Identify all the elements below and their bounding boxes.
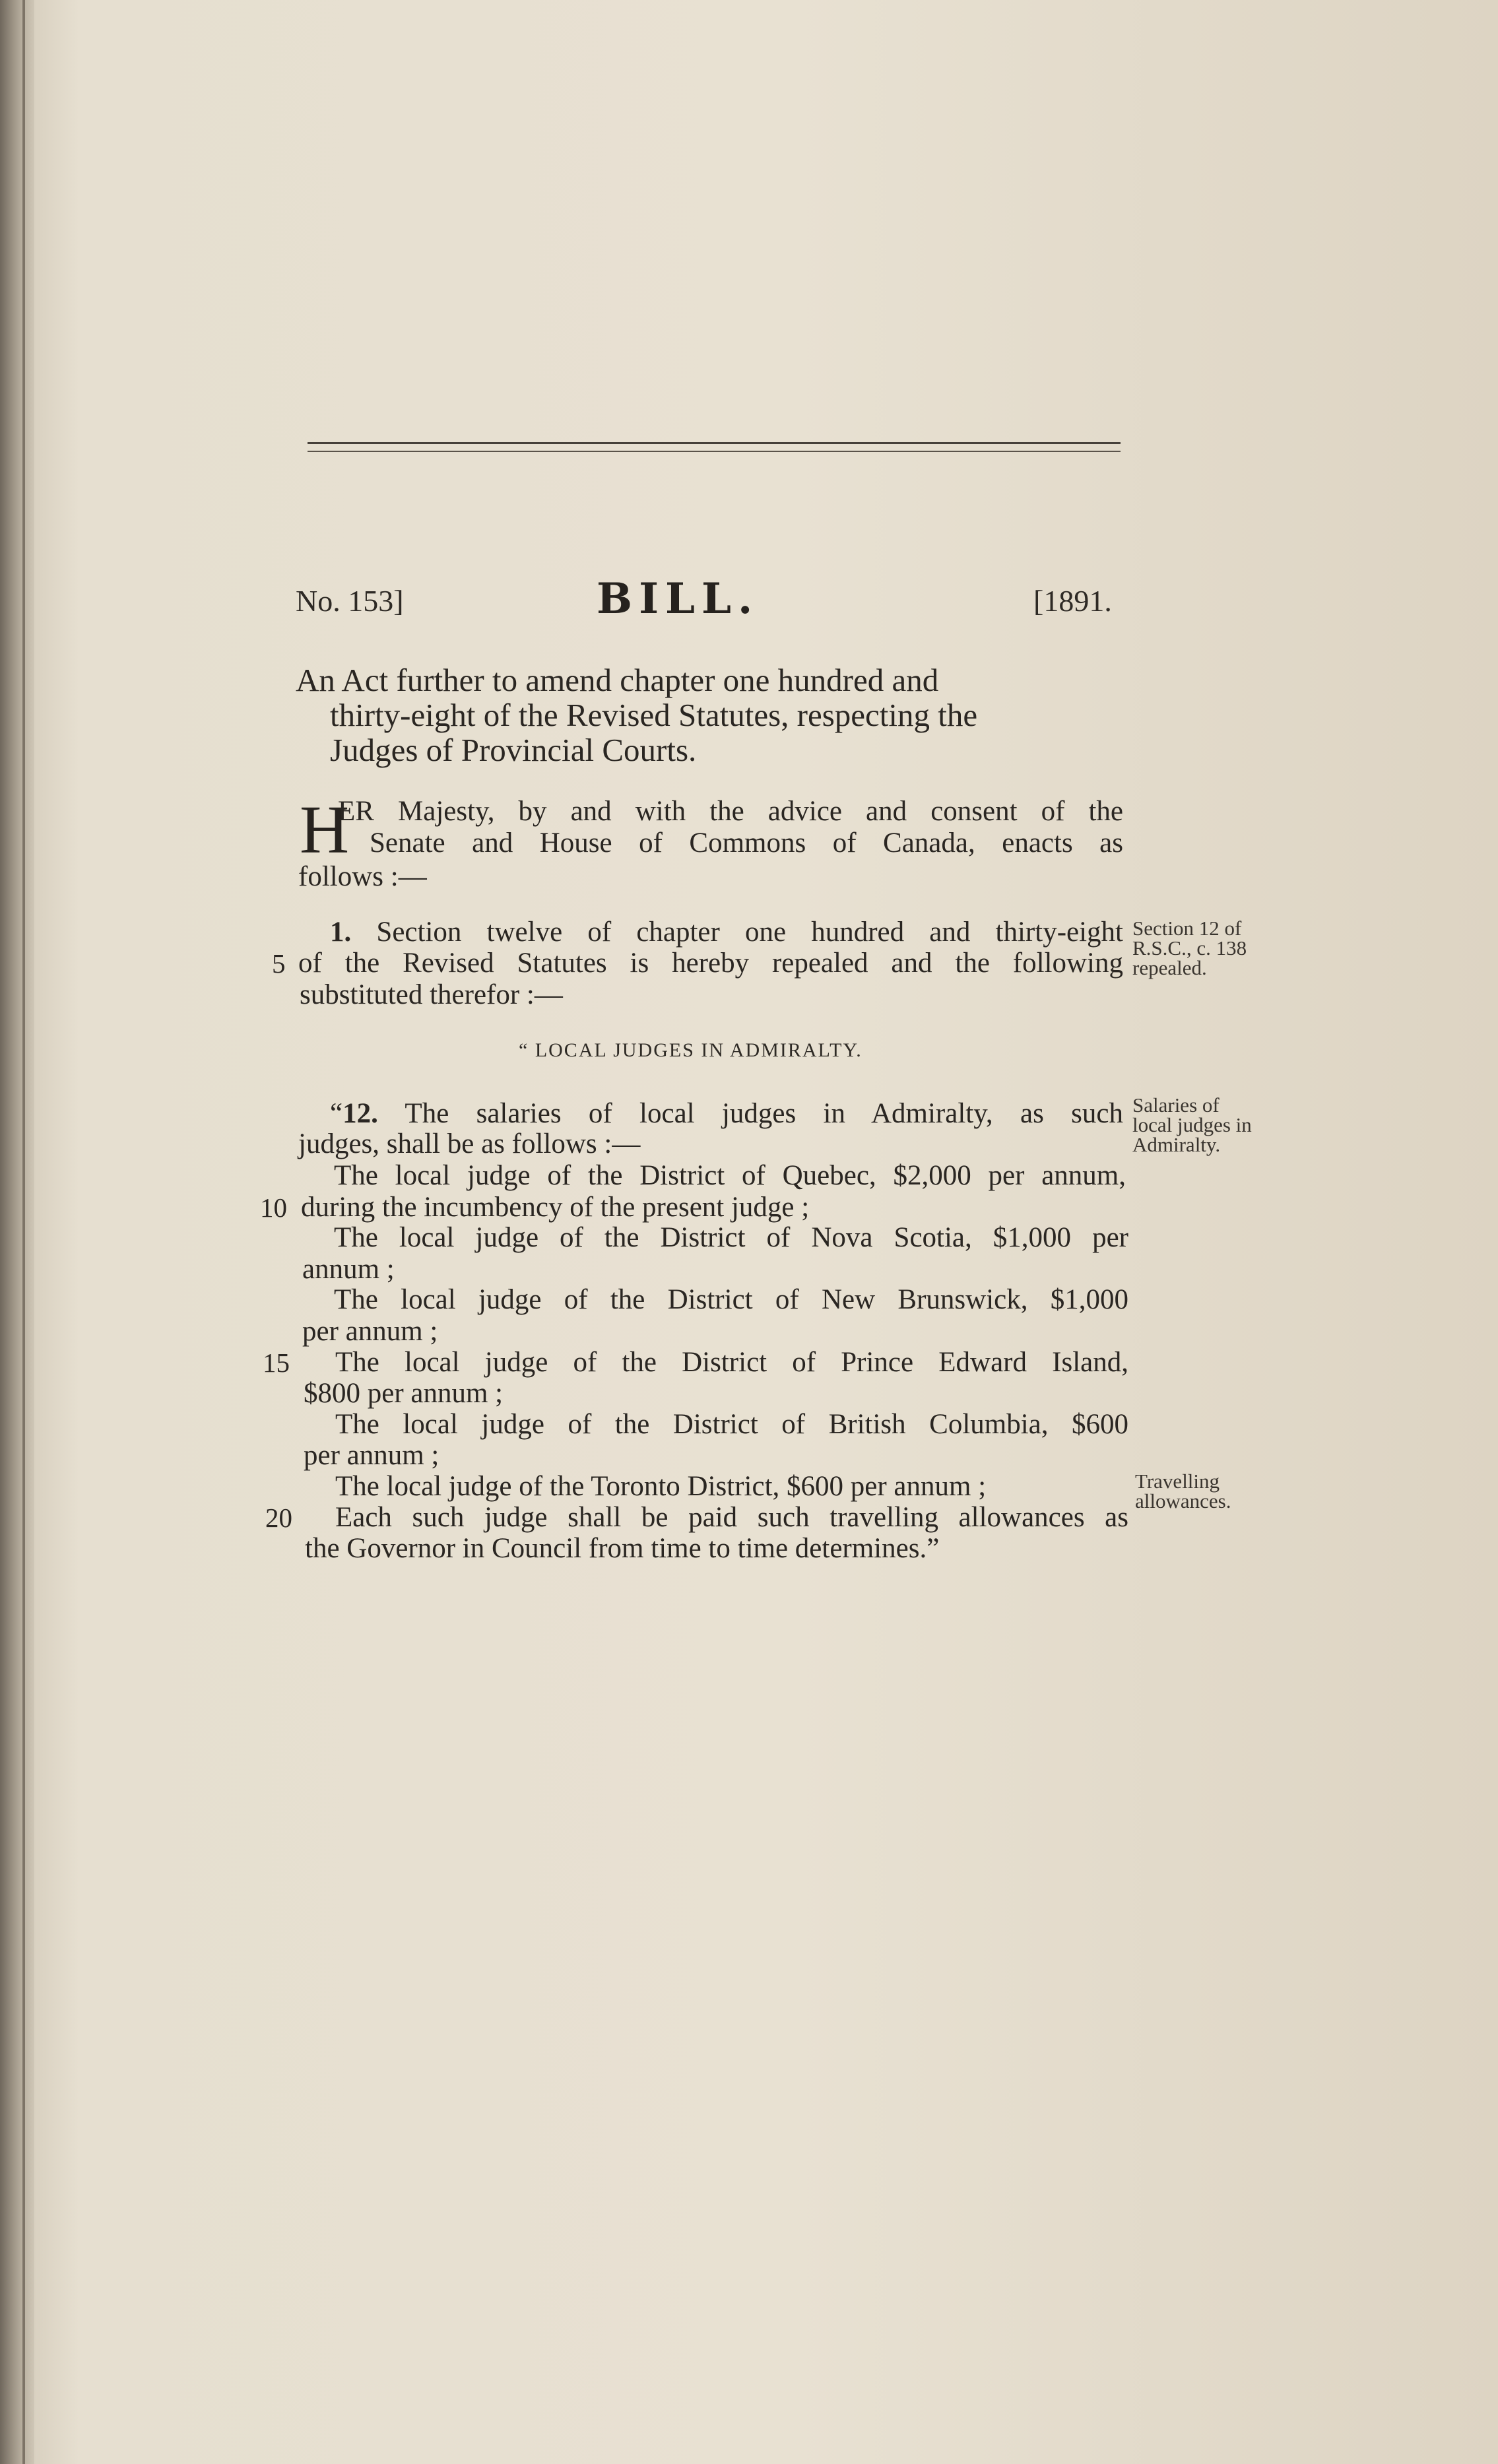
section-1-line-1-text: Section twelve of chapter one hundred and thirty-eight	[376, 917, 1124, 948]
item-line: the Governor in Council from time to time determines.”	[305, 1533, 940, 1564]
item-line: $800 per annum ;	[304, 1378, 504, 1409]
item-line: The local judge of the District of Nova Scotia, $1,000 per	[334, 1222, 1128, 1253]
line-number-10: 10	[260, 1192, 287, 1223]
travelling-margin-note	[1135, 1472, 1231, 1511]
margin-note-line: Admiralty.	[1132, 1133, 1221, 1156]
margin-note-line: repealed.	[1132, 956, 1207, 979]
act-title	[296, 663, 1127, 767]
bill-year: [1891.	[1033, 584, 1112, 618]
line-number-15: 15	[263, 1347, 290, 1378]
act-title-line-2: thirty-eight of the Revised Statutes, respecting the	[330, 697, 978, 733]
section-1-margin-note	[1132, 919, 1247, 978]
item-line: The local judge of the District of New Brunswick, $1,000	[334, 1284, 1128, 1315]
enacting-line-2: Senate and House of Commons of Canada, enacts as	[370, 827, 1123, 859]
line-number-20: 20	[265, 1503, 292, 1533]
item-line: annum ;	[302, 1254, 395, 1285]
top-rule-thin	[308, 451, 1121, 452]
section-1-line-2: of the Revised Statutes is hereby repealed and the following	[298, 948, 1123, 979]
item-line: The local judge of the District of Quebec, $2,000 per annum,	[334, 1160, 1126, 1191]
item-line: The local judge of the District of Prince Edward Island,	[335, 1347, 1128, 1378]
item-line: The local judge of the Toronto District, $600 per annum ;	[335, 1471, 987, 1502]
item-line: during the incumbency of the present judge ;	[301, 1192, 810, 1223]
margin-note-line: Salaries of	[1132, 1093, 1220, 1117]
drop-cap: H	[300, 792, 350, 868]
item-line: per annum ;	[302, 1316, 438, 1347]
section-12-line-1	[330, 1098, 1123, 1130]
margin-note-line: allowances.	[1135, 1489, 1231, 1512]
enacting-line-1: ER Majesty, by and with the advice and consent of the	[338, 796, 1123, 827]
margin-note-line: local judges in	[1132, 1113, 1252, 1136]
section-heading: “ LOCAL JUDGES IN ADMIRALTY.	[519, 1039, 863, 1061]
item-line: The local judge of the District of British Columbia, $600	[335, 1409, 1128, 1440]
binding-edge	[0, 0, 34, 2464]
section-12-number: 12.	[342, 1098, 378, 1129]
item-line: Each such judge shall be paid such travelling allowances as	[335, 1502, 1128, 1533]
bill-number: No. 153]	[296, 584, 404, 618]
section-12-line-1-text: The salaries of local judges in Admiralty, as such	[405, 1098, 1123, 1129]
item-line: per annum ;	[304, 1440, 440, 1471]
margin-note-line: Travelling	[1135, 1470, 1220, 1493]
section-12-line-2: judges, shall be as follows :—	[298, 1128, 641, 1159]
act-title-line-3: Judges of Provincial Courts.	[330, 732, 697, 768]
margin-note-line: R.S.C., c. 138	[1132, 936, 1247, 959]
section-1-line-1	[330, 917, 1123, 948]
section-1-line-3: substituted therefor :—	[300, 979, 563, 1010]
binding-line	[22, 0, 25, 2464]
line-number-5: 5	[272, 948, 286, 979]
top-rule	[308, 442, 1121, 444]
quote-mark: “	[330, 1098, 343, 1129]
salaries-margin-note	[1132, 1095, 1252, 1155]
margin-note-line: Section 12 of	[1132, 917, 1242, 940]
bill-title: BILL.	[597, 574, 760, 624]
enacting-line-3: follows :—	[298, 861, 427, 892]
act-title-line-1: An Act further to amend chapter one hundred and	[296, 662, 939, 698]
section-1-number: 1.	[330, 917, 352, 948]
